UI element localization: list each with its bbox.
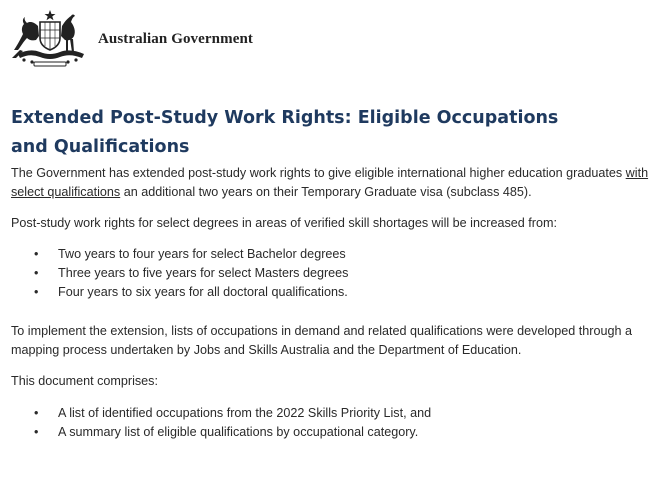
list-item-text: Two years to four years for select Bachelor degrees xyxy=(58,247,346,261)
intro-text-after-link: an additional two years on their Temporary Graduate visa (subclass 485). xyxy=(120,185,532,199)
select-qualifications-link[interactable]: with select qualifications xyxy=(11,166,649,199)
bullet: • xyxy=(34,425,39,439)
comprises-list xyxy=(11,404,651,442)
list-item xyxy=(11,245,651,264)
bullet: • xyxy=(34,266,39,280)
coat-of-arms-icon xyxy=(10,8,90,68)
intro-text-before-link: The Government has extended post-study work rights to give eligible international higher education graduates xyxy=(11,166,626,180)
rights-list xyxy=(11,245,651,302)
list-item xyxy=(11,404,651,423)
list-item-text: A list of identified occupations from the 2022 Skills Priority List, and xyxy=(58,406,432,420)
document-header xyxy=(10,8,253,68)
document-body xyxy=(11,164,651,442)
intro-paragraph xyxy=(11,164,651,202)
rights-paragraph: Post-study work rights for select degrees in areas of verified skill shortages will be increased from: xyxy=(11,216,557,230)
list-item xyxy=(11,283,651,302)
list-item-text: Four years to six years for all doctoral qualifications. xyxy=(58,285,348,299)
implementation-paragraph: To implement the extension, lists of occupations in demand and related qualifications were developed through a mapping process undertaken by Jobs and Skills Australia and the Department of Education. xyxy=(11,324,632,357)
comprises-paragraph: This document comprises: xyxy=(11,374,158,388)
bullet: • xyxy=(34,406,39,420)
list-item-text: A summary list of eligible qualifications by occupational category. xyxy=(58,425,419,439)
bullet: • xyxy=(34,247,39,261)
list-item xyxy=(11,423,651,442)
bullet: • xyxy=(34,285,39,299)
government-name: Australian Government xyxy=(98,30,254,47)
list-item xyxy=(11,264,651,283)
list-item-text: Three years to five years for select Masters degrees xyxy=(58,266,349,280)
document-title: Extended Post-Study Work Rights: Eligible Occupations and Qualifications xyxy=(11,108,559,157)
